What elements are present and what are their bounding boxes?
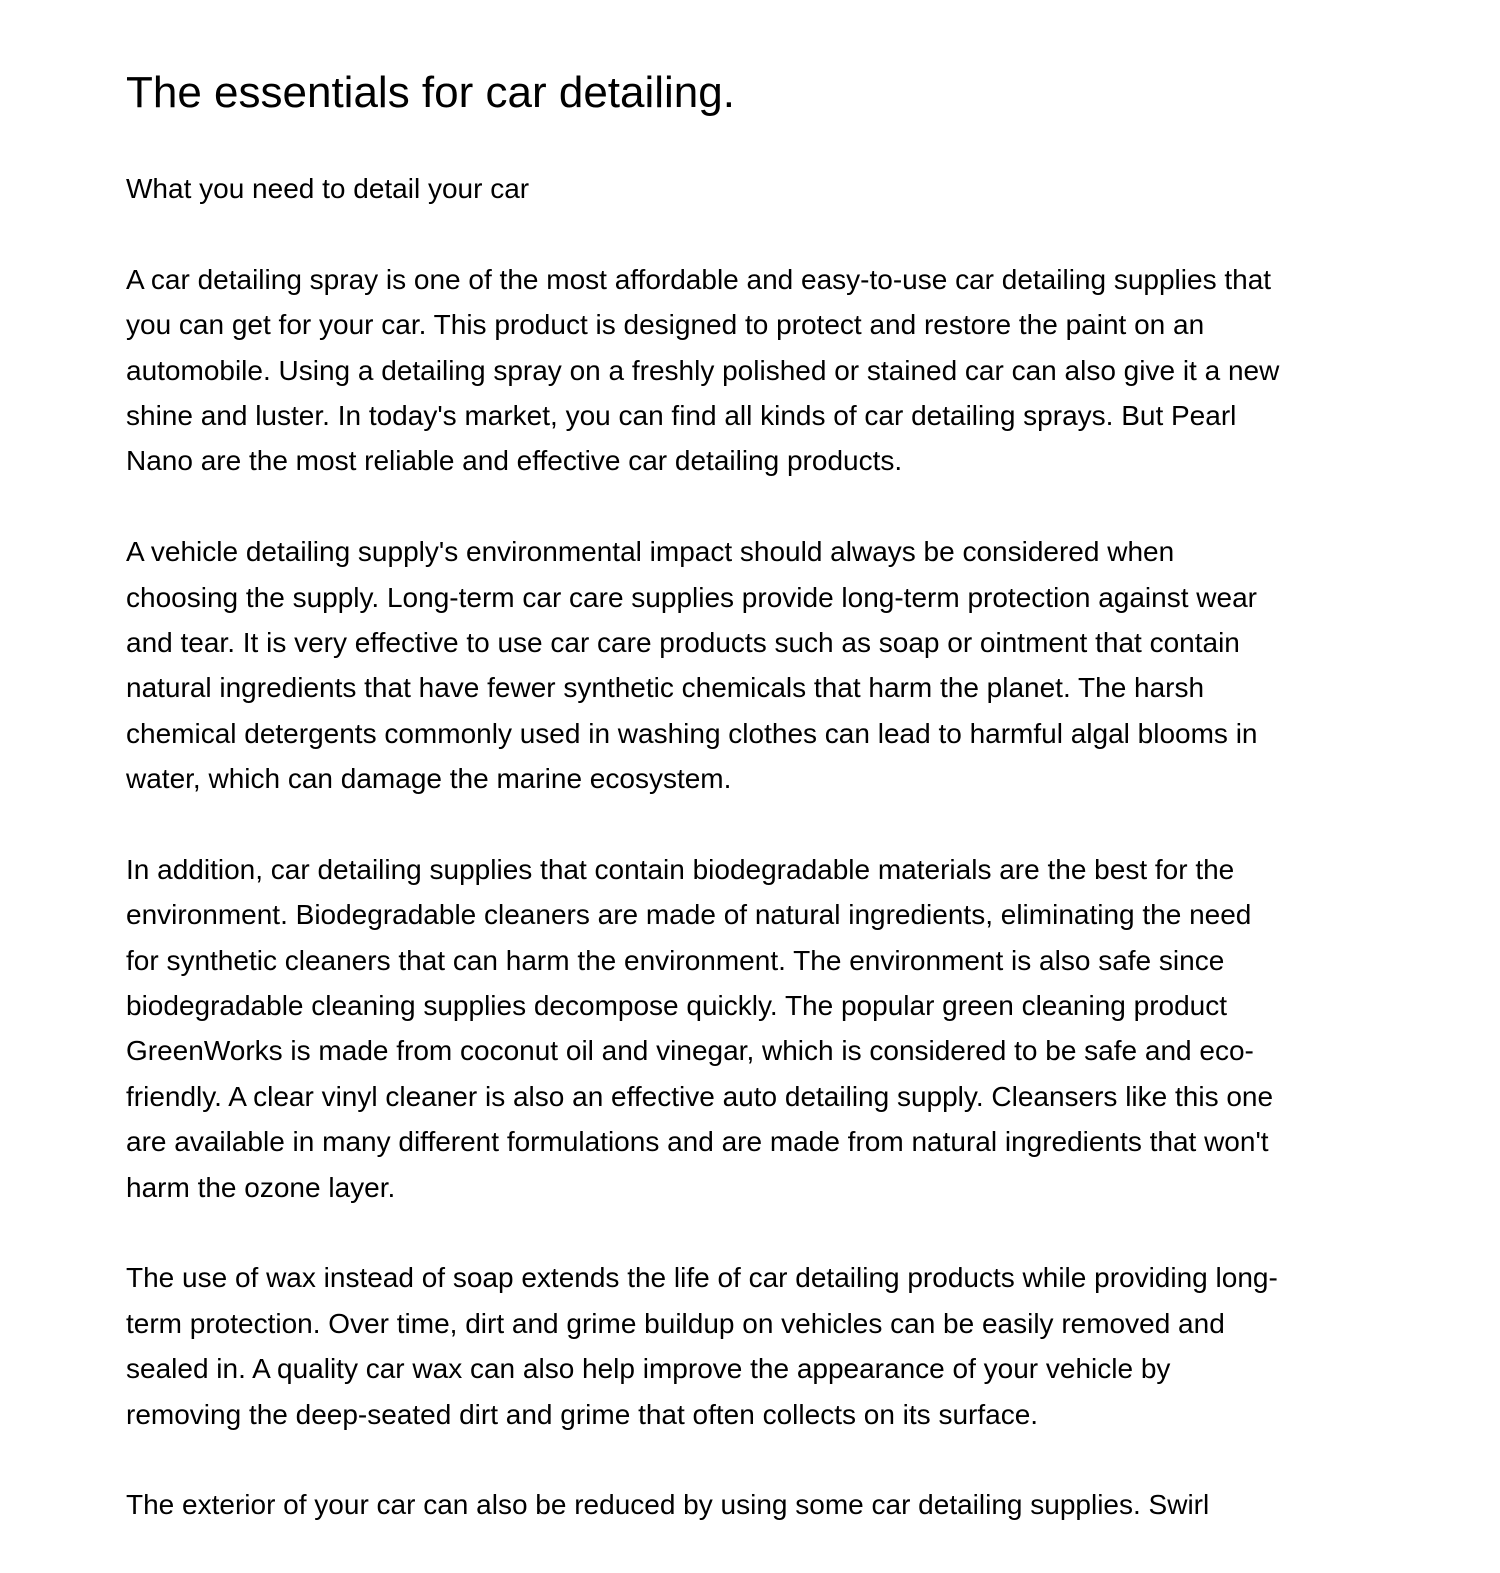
text-line: In addition, car detailing supplies that contain biodegradable materials are the best for the xyxy=(126,853,1235,885)
text-line: removing the deep-seated dirt and grime that often collects on its surface. xyxy=(126,1398,1039,1430)
paragraph xyxy=(126,257,1279,484)
paragraph xyxy=(126,1255,1279,1437)
text-line: The use of wax instead of soap extends the life of car detailing products while providing long- xyxy=(126,1262,1278,1294)
text-line: biodegradable cleaning supplies decompose quickly. The popular green cleaning product xyxy=(126,990,1228,1022)
text-line: A vehicle detailing supply's environmental impact should always be considered when xyxy=(126,536,1175,568)
text-line: and tear. It is very effective to use car care products such as soap or ointment that contain xyxy=(126,626,1240,658)
document-title: The essentials for car detailing. xyxy=(126,68,735,117)
text-line: The exterior of your car can also be reduced by using some car detailing supplies. Swirl xyxy=(126,1489,1210,1521)
text-line: chemical detergents commonly used in washing clothes can lead to harmful algal blooms in xyxy=(126,717,1258,749)
text-line: GreenWorks is made from coconut oil and vinegar, which is considered to be safe and eco- xyxy=(126,1035,1254,1067)
text-line: term protection. Over time, dirt and grime buildup on vehicles can be easily removed and xyxy=(126,1307,1225,1339)
paragraph xyxy=(126,1482,1279,1527)
text-line: A car detailing spray is one of the most affordable and easy-to-use car detailing supplies that xyxy=(126,263,1272,295)
text-line: are available in many different formulations and are made from natural ingredients that won't xyxy=(126,1126,1269,1158)
text-line: What you need to detail your car xyxy=(126,173,530,204)
text-line: water, which can damage the marine ecosystem. xyxy=(126,763,732,795)
text-line: sealed in. A quality car wax can also help improve the appearance of your vehicle by xyxy=(126,1353,1171,1385)
text-line: for synthetic cleaners that can harm the environment. The environment is also safe since xyxy=(126,944,1225,976)
text-line: choosing the supply. Long-term car care supplies provide long-term protection against wear xyxy=(126,581,1257,613)
text-line: automobile. Using a detailing spray on a freshly polished or stained car can also give it a new xyxy=(126,354,1280,386)
text-line: Nano are the most reliable and effective car detailing products. xyxy=(126,445,903,477)
text-line: harm the ozone layer. xyxy=(126,1171,396,1203)
text-line: you can get for your car. This product is designed to protect and restore the paint on an xyxy=(126,309,1205,341)
text-line: friendly. A clear vinyl cleaner is also an effective auto detailing supply. Cleansers like this one xyxy=(126,1080,1274,1112)
text-line: natural ingredients that have fewer synthetic chemicals that harm the planet. The harsh xyxy=(126,672,1205,704)
paragraph xyxy=(126,847,1279,1210)
text-line: environment. Biodegradable cleaners are made of natural ingredients, eliminating the need xyxy=(126,899,1252,931)
document-body xyxy=(126,166,1279,1573)
paragraph xyxy=(126,529,1279,801)
text-line: shine and luster. In today's market, you can find all kinds of car detailing sprays. But Pearl xyxy=(126,399,1237,431)
subtitle xyxy=(126,166,1279,211)
